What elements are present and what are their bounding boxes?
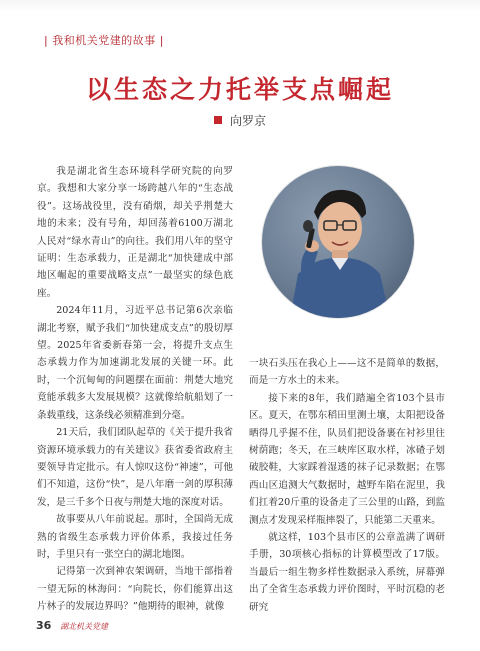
author-portrait-photo xyxy=(262,166,414,318)
body-paragraph: 2024年11月，习近平总书记第6次亲临湖北考察，赋予我们“加快建成支点”的殷切厚望。2025年省委新春第一会，将提升支点生态承载力作为加速湖北发展的关键一环。此时，一个沉甸甸的问题摆在面前：荆楚大地究竟能承载多大发展规模？这就像给航船划了一条载重线，这条线必须精准到分毫。 xyxy=(37,305,233,421)
page-top-band xyxy=(0,0,480,12)
magazine-name: 湖北机关党建 xyxy=(60,622,108,631)
article-title: 以生态之力托举支点崛起 xyxy=(85,75,394,104)
body-column-right xyxy=(249,355,445,616)
author-name: 向罗京 xyxy=(229,114,266,128)
section-tag: | 我和机关党建的故事 | xyxy=(44,34,164,47)
body-paragraph: 记得第一次到神农架调研，当地干部指着一望无际的林海问：“向院长，你们能算出这片林子的发展边界吗？”他期待的眼神，就像 xyxy=(37,566,233,613)
body-paragraph: 21天后，我们团队起草的《关于提升我省资源环境承载力的有关建议》获省委省政府主要领导肯定批示。有人惊叹这份“神速”，可他们不知道，这份“快”，是八年磨一剑的厚积薄发，是三千多个日夜与荆楚大地的深度对话。 xyxy=(37,427,233,508)
red-square-icon xyxy=(214,116,222,124)
author-line xyxy=(0,112,480,129)
body-paragraph: 一块石头压在我心上——这不是简单的数据，而是一方水土的未来。 xyxy=(249,358,445,387)
body-paragraph: 就这样，103个县市区的公章盖满了调研手册，30项核心指标的计算模型改了17版。当最后一组生物多样性数据录入系统，屏幕弹出了全省生态承载力评价图时，平时沉稳的老研究 xyxy=(249,532,445,613)
body-paragraph: 接下来的8年，我们踏遍全省103个县市区。夏天，在鄂东稻田里测土壤，太阳把设备晒得几乎握不住，队员们把设备裹在衬衫里往树荫跑；冬天，在三峡库区取水样，冰碴子划破胶鞋，大家踩着湿透的袜子记录数据；在鄂西山区追测大气数据时，越野车陷在泥里，我们扛着20斤重的设备走了三公里的山路，到监测点才发现采样瓶摔裂了，只能第二天重来。 xyxy=(249,392,445,526)
body-column-left xyxy=(37,163,233,616)
body-paragraph: 我是湖北省生态环境科学研究院的向罗京。我想和大家分享一场跨越八年的“生态战役”。这场战役里，没有硝烟，却关乎荆楚大地的未来；没有号角，却回荡着6100万湖北人民对“绿水青山”的向往。我们用八年的坚守证明：生态承载力，正是湖北“加快建成中部地区崛起的重要战略支点”一最坚实的绿色底座。 xyxy=(37,166,233,299)
page-number: 36 xyxy=(36,619,52,632)
portrait-illustration xyxy=(262,166,414,318)
body-paragraph: 故事要从八年前说起。那时，全国尚无成熟的省级生态承载力评价体系，我接过任务时，手里只有一张空白的湖北地图。 xyxy=(37,514,233,560)
